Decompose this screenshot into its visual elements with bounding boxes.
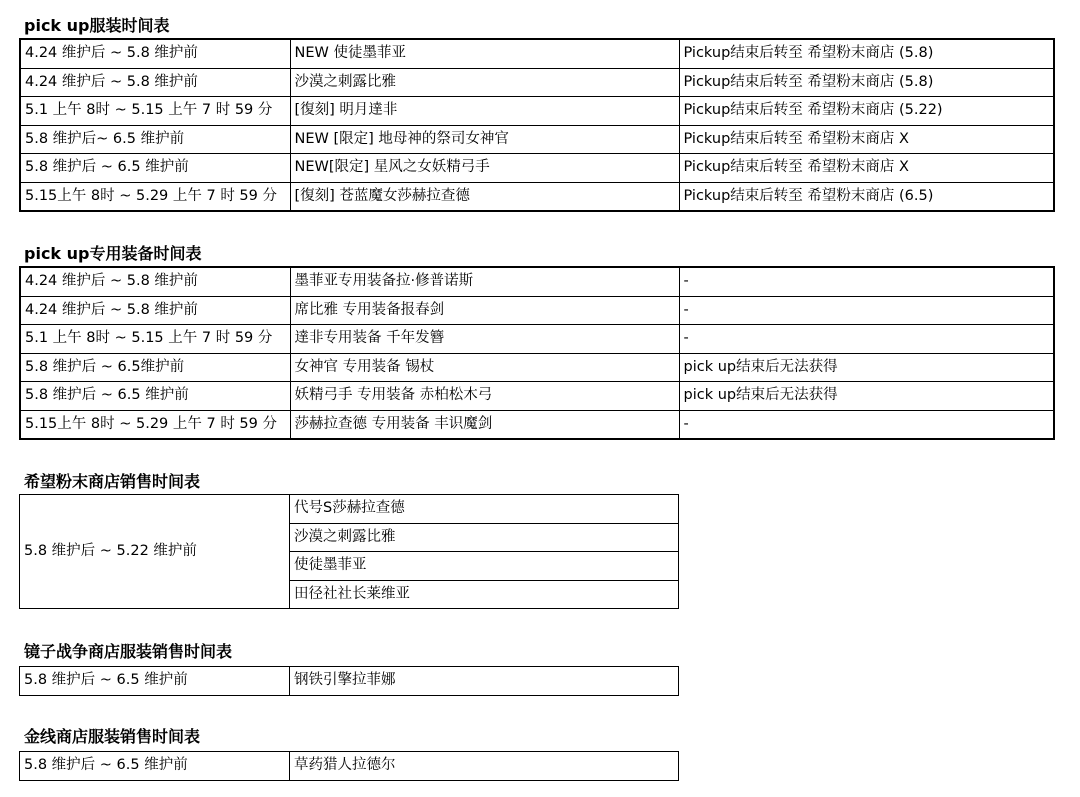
note-cell: Pickup结束后转至 希望粉末商店 X — [679, 125, 1054, 154]
name-cell: NEW[限定] 星风之女妖精弓手 — [290, 154, 679, 183]
table-row — [20, 752, 679, 781]
period-cell: 5.1 上午 8时 ~ 5.15 上午 7 时 59 分 — [20, 325, 290, 354]
name-cell: [復刻] 苍蓝魔女莎赫拉查德 — [290, 182, 679, 211]
equipment-pickup-table — [19, 266, 1055, 440]
sale-item: 草药猎人拉德尔 — [290, 752, 679, 781]
table-row — [20, 667, 679, 696]
note-cell: Pickup结束后转至 希望粉末商店 (6.5) — [679, 182, 1054, 211]
name-cell: 達非专用装备 千年发簪 — [290, 325, 679, 354]
name-cell: [復刻] 明月達非 — [290, 97, 679, 126]
period-cell: 5.1 上午 8时 ~ 5.15 上午 7 时 59 分 — [20, 97, 290, 126]
note-cell: Pickup结束后转至 希望粉末商店 X — [679, 154, 1054, 183]
section-title-hope-powder-shop: 希望粉末商店销售时间表 — [24, 472, 201, 491]
table-row — [20, 410, 1054, 439]
table-row — [20, 125, 1054, 154]
table-row — [20, 68, 1054, 97]
hope-powder-shop-table — [19, 494, 679, 609]
table-row — [20, 296, 1054, 325]
note-cell: pick up结束后无法获得 — [679, 382, 1054, 411]
table-row — [20, 97, 1054, 126]
period-cell: 4.24 维护后 ~ 5.8 维护前 — [20, 68, 290, 97]
name-cell: 莎赫拉查德 专用装备 丰识魔剑 — [290, 410, 679, 439]
name-cell: 席比雅 专用装备报春剑 — [290, 296, 679, 325]
sale-period: 5.8 维护后 ~ 6.5 维护前 — [20, 667, 290, 696]
name-cell: 女神官 专用装备 锡杖 — [290, 353, 679, 382]
table-row — [20, 267, 1054, 296]
table-row — [20, 353, 1054, 382]
period-cell: 5.8 维护后 ~ 6.5 维护前 — [20, 154, 290, 183]
gold-thread-shop-table — [19, 751, 679, 781]
period-cell: 5.8 维护后 ~ 6.5 维护前 — [20, 382, 290, 411]
sale-period: 5.8 维护后 ~ 6.5 维护前 — [20, 752, 290, 781]
sale-period: 5.8 维护后 ~ 5.22 维护前 — [20, 495, 290, 609]
period-cell: 4.24 维护后 ~ 5.8 维护前 — [20, 39, 290, 68]
sale-item: 钢铁引擎拉菲娜 — [290, 667, 679, 696]
note-cell: - — [679, 410, 1054, 439]
section-title-gold-thread-shop: 金线商店服装销售时间表 — [24, 727, 201, 746]
period-cell: 5.15上午 8时 ~ 5.29 上午 7 时 59 分 — [20, 182, 290, 211]
note-cell: pick up结束后无法获得 — [679, 353, 1054, 382]
table-row — [20, 154, 1054, 183]
section-title-equipment-pickup: pick up专用装备时间表 — [24, 244, 202, 263]
note-cell: - — [679, 267, 1054, 296]
name-cell: NEW [限定] 地母神的祭司女神官 — [290, 125, 679, 154]
period-cell: 5.8 维护后~ 6.5 维护前 — [20, 125, 290, 154]
note-cell: Pickup结束后转至 希望粉末商店 (5.22) — [679, 97, 1054, 126]
sale-item: 代号S莎赫拉查德 — [290, 495, 679, 524]
note-cell: - — [679, 325, 1054, 354]
name-cell: NEW 使徒墨菲亚 — [290, 39, 679, 68]
costume-pickup-table — [19, 38, 1055, 212]
period-cell: 5.15上午 8时 ~ 5.29 上午 7 时 59 分 — [20, 410, 290, 439]
note-cell: Pickup结束后转至 希望粉末商店 (5.8) — [679, 39, 1054, 68]
section-title-costume-pickup: pick up服装时间表 — [24, 16, 170, 35]
table-row — [20, 325, 1054, 354]
period-cell: 4.24 维护后 ~ 5.8 维护前 — [20, 267, 290, 296]
table-row — [20, 39, 1054, 68]
period-cell: 5.8 维护后 ~ 6.5维护前 — [20, 353, 290, 382]
name-cell: 墨菲亚专用装备拉·修普诺斯 — [290, 267, 679, 296]
sale-item: 使徒墨菲亚 — [290, 552, 679, 581]
sale-item: 田径社社长莱维亚 — [290, 580, 679, 609]
sale-item: 沙漠之刺露比雅 — [290, 523, 679, 552]
mirror-war-shop-table — [19, 666, 679, 696]
table-row — [20, 495, 679, 524]
name-cell: 妖精弓手 专用装备 赤柏松木弓 — [290, 382, 679, 411]
section-title-mirror-war-shop: 镜子战争商店服装销售时间表 — [24, 642, 233, 661]
note-cell: - — [679, 296, 1054, 325]
table-row — [20, 382, 1054, 411]
name-cell: 沙漠之刺露比雅 — [290, 68, 679, 97]
table-row — [20, 182, 1054, 211]
note-cell: Pickup结束后转至 希望粉末商店 (5.8) — [679, 68, 1054, 97]
period-cell: 4.24 维护后 ~ 5.8 维护前 — [20, 296, 290, 325]
